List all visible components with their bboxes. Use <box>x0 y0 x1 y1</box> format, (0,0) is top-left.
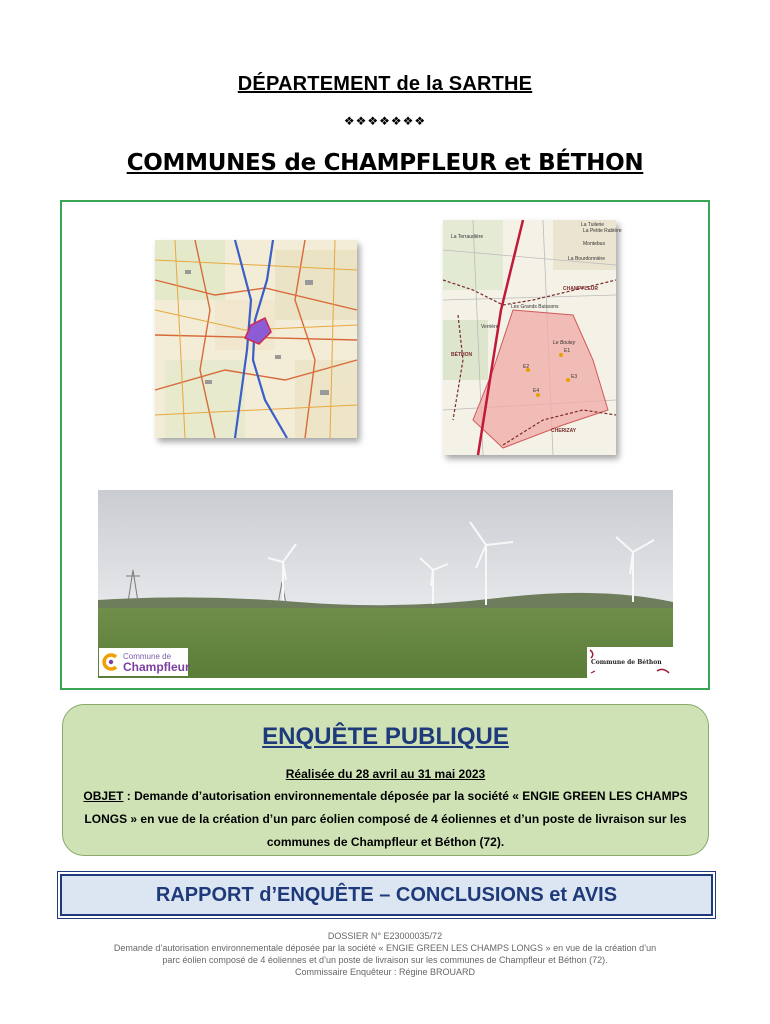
rapport-title: RAPPORT d’ENQUÊTE – CONCLUSIONS et AVIS <box>60 874 713 916</box>
enquete-objet <box>77 785 694 854</box>
map-label: E3 <box>571 374 578 380</box>
enquete-date: Réalisée du 28 avril au 31 mai 2023 <box>285 767 486 781</box>
map-label: Verrière <box>481 324 499 330</box>
project-area-map <box>443 220 622 455</box>
map-label: La Terraudière <box>451 234 484 240</box>
map-label: La Petite Rabière <box>583 228 622 234</box>
page-footer <box>0 930 770 978</box>
project-area-map-graphic <box>443 220 622 455</box>
champfleur-logo-small: Commune de <box>123 652 172 661</box>
map-label: E4 <box>533 388 540 394</box>
map-label: Montebus <box>583 241 605 247</box>
map-label: La Bourdonnière <box>568 256 605 262</box>
department-title: DÉPARTEMENT de la SARTHE <box>237 73 533 95</box>
location-map-graphic <box>155 240 357 438</box>
champfleur-logo <box>99 648 188 676</box>
separator-ornament: ❖❖❖❖❖❖❖ <box>343 114 427 128</box>
objet-label: OBJET <box>83 789 124 803</box>
map-label: Les Grands Buissons <box>511 304 559 310</box>
bethon-logo-text: Commune de Béthon <box>591 659 662 666</box>
footer-description-2: parc éolien composé de 4 éoliennes et d’un poste de livraison sur les communes de Champfleur et Béthon (72). <box>162 955 608 965</box>
footer-description-1: Demande d’autorisation environnementale déposée par la société « ENGIE GREEN LES CHAMPS LONGS » en vue de la création d’un <box>113 943 657 953</box>
map-label: Le Bouley <box>553 340 576 346</box>
map-label: E1 <box>564 348 571 354</box>
map-label: La Tuilerie <box>581 222 605 228</box>
map-label: E2 <box>523 364 530 370</box>
communes-title-text: COMMUNES de CHAMPFLEUR et BÉTHON <box>126 150 644 176</box>
bethon-logo <box>587 647 674 678</box>
footer-commissaire: Commissaire Enquêteur : Régine BROUARD <box>294 967 476 977</box>
footer-dossier: DOSSIER N° E23000035/72 <box>327 931 443 941</box>
objet-text: : Demande d’autorisation environnementale déposée par la société « ENGIE GREEN LES CHAMPS LONGS » en vue de la création d’un parc éolien composé de 4 éoliennes et d’un poste de livraison sur les communes de Champfleur et Béthon (72). <box>84 789 688 849</box>
enquete-publique-box <box>62 704 709 856</box>
map-label: CHAMPFLEUR <box>563 286 598 292</box>
champfleur-logo-big: Champfleur <box>123 660 190 674</box>
map-label: BÉTHON <box>451 352 473 358</box>
location-map <box>155 240 357 438</box>
communes-title <box>0 150 770 176</box>
champfleur-logo-mark <box>102 653 120 671</box>
enquete-title: ENQUÊTE PUBLIQUE <box>262 723 509 750</box>
map-label: CHERIZAY <box>551 428 577 434</box>
